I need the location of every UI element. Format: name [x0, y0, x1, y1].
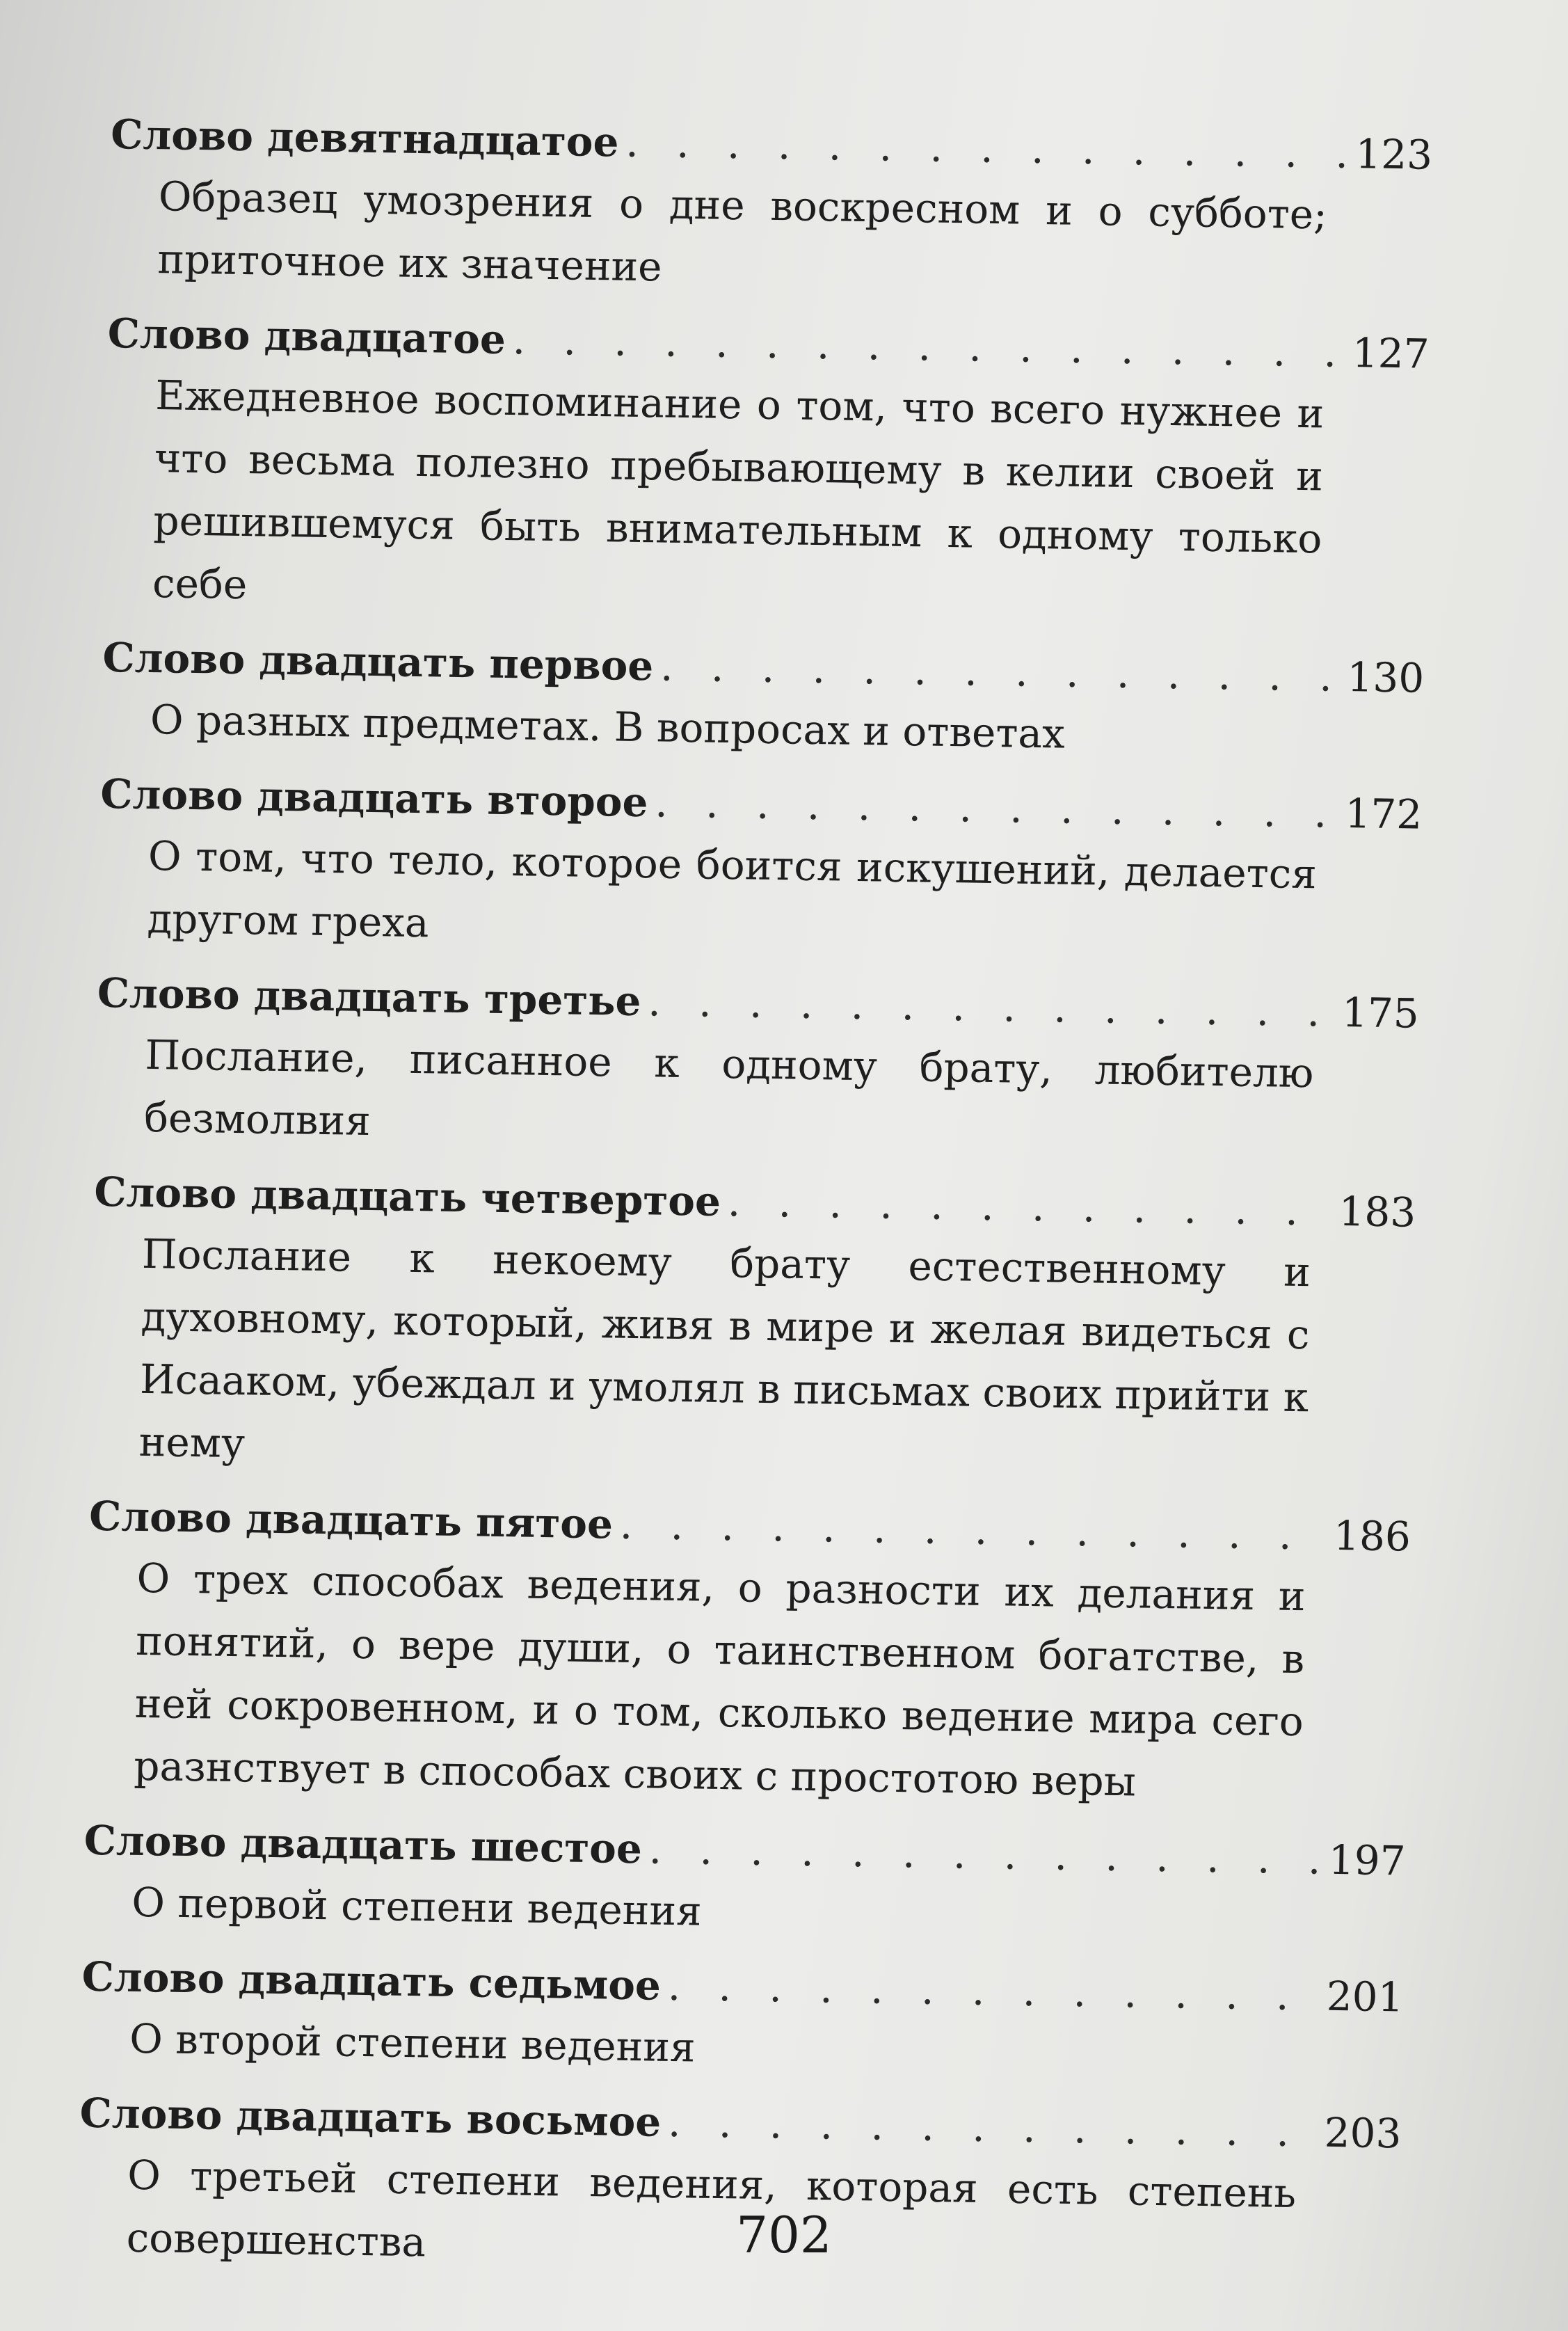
- toc-title: Слово двадцать шестое: [83, 1816, 643, 1873]
- toc-page-number: 172: [1344, 789, 1423, 838]
- toc-page-number: 203: [1324, 2108, 1402, 2158]
- toc-page-number: 183: [1338, 1187, 1416, 1236]
- toc-description: Послание к некоему брату естественному и духовному, который, живя в мире и желая видеться с Исааком, убеждал и умолял в письмах своих прийти к нему: [138, 1230, 1311, 1467]
- toc-title: Слово двадцать седьмое: [81, 1952, 662, 2010]
- toc-description: Послание, писанное к одному брату, любителю безмолвия: [143, 1031, 1314, 1145]
- toc-description: О третьей степени ведения, которая есть степень совершенства: [126, 2151, 1297, 2266]
- toc-description: О том, что тело, которое боится искушений, делается другом греха: [147, 832, 1318, 947]
- dot-leader: [648, 1819, 1322, 1889]
- dot-leader: [727, 1172, 1332, 1241]
- toc-description: Образец умозрения о дне воскресном и о субботе; приточное их значение: [157, 173, 1328, 291]
- page-number-footer: 702: [736, 2206, 832, 2264]
- toc-title: Слово двадцать третье: [97, 969, 642, 1026]
- toc-description: О первой степени ведения: [131, 1878, 703, 1935]
- dot-leader: [655, 772, 1338, 843]
- toc-description: О второй степени ведения: [129, 2014, 696, 2071]
- toc-entry-24: [90, 1162, 1416, 1493]
- toc-page-number: 201: [1326, 1972, 1405, 2021]
- toc-description: Ежедневное воспоминание о том, что всего нужнее и что весьма полезно пребывающему в келии своей и решившемуся быть внимательным к одному только себе: [152, 372, 1325, 609]
- toc-page-number: 130: [1347, 653, 1425, 702]
- toc-title: Слово двадцать восьмое: [79, 2089, 662, 2146]
- dot-leader: [619, 1495, 1327, 1566]
- toc-entry-26: [83, 1811, 1407, 1954]
- toc-title: Слово двадцать второе: [99, 770, 648, 827]
- dot-leader: [660, 637, 1341, 707]
- table-of-contents: [77, 104, 1433, 2302]
- toc-description: О трех способах ведения, о разности их делания и понятий, о вере души, о таинственном богатстве, в ней сокровенном, и о том, сколько ведение мира сего разнствует в способах своих с простотою веры: [133, 1554, 1306, 1806]
- toc-page-number: 197: [1328, 1836, 1407, 1885]
- toc-entry-20: [104, 303, 1430, 635]
- toc-title: Слово двадцать пятое: [88, 1492, 614, 1548]
- dot-leader: [648, 971, 1336, 1042]
- toc-title: Слово двадцать первое: [102, 633, 654, 690]
- toc-entry-19: [109, 104, 1433, 310]
- toc-title: Слово двадцать четвертое: [93, 1168, 721, 1225]
- dot-leader: [667, 1956, 1320, 2026]
- dot-leader: [625, 113, 1349, 184]
- toc-entry-25: [85, 1486, 1411, 1817]
- toc-entry-27: [81, 1947, 1405, 2090]
- toc-page-number: 127: [1352, 329, 1430, 378]
- dot-leader: [668, 2092, 1318, 2163]
- toc-title: Слово девятнадцатое: [110, 110, 619, 166]
- toc-entry-22: [98, 764, 1423, 970]
- toc-entry-21: [101, 628, 1425, 771]
- toc-page-number: 123: [1354, 130, 1433, 179]
- toc-description: О разных предметах. В вопросах и ответах: [150, 695, 1066, 758]
- toc-page-number: 175: [1341, 988, 1420, 1037]
- toc-entry-23: [95, 963, 1419, 1169]
- toc-page-number: 186: [1333, 1511, 1411, 1561]
- toc-title: Слово двадцатое: [107, 309, 506, 363]
